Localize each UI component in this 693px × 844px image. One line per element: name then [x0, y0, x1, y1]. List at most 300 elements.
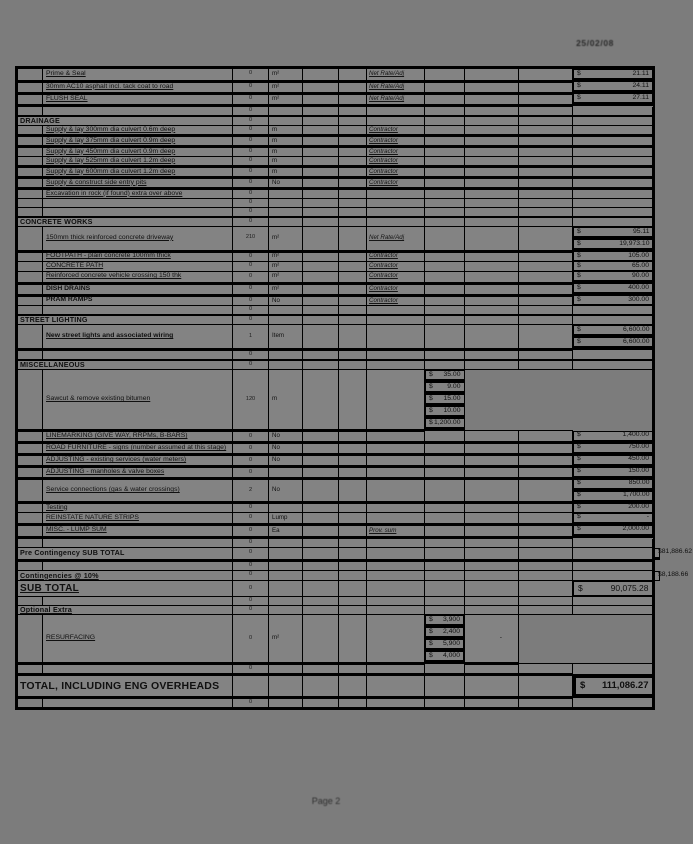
- rate-cell: [573, 157, 654, 167]
- spare-cell: [339, 68, 367, 82]
- rate-cell: $ 4,000: [425, 651, 464, 663]
- table-row: [17, 581, 654, 597]
- rate-cell: $ 750.00: [573, 443, 653, 455]
- rate-cell: [573, 547, 654, 560]
- basis-cell: Contractor: [367, 178, 425, 189]
- quote-cell: [519, 295, 573, 306]
- quote-cell: [465, 360, 519, 370]
- basis-cell: Contractor: [367, 261, 425, 271]
- quote-cell: [519, 306, 573, 316]
- quote-cell: [425, 136, 465, 147]
- spare-cell: [339, 664, 367, 675]
- indent-cell: [17, 503, 43, 513]
- indent-cell: [17, 467, 43, 479]
- quote-cell: [519, 503, 573, 513]
- basis-cell: [367, 370, 425, 431]
- table-row: [17, 261, 654, 271]
- qty-cell: 0: [233, 147, 269, 157]
- item-description: Supply & lay 375mm dia culvert 0.9m deep: [43, 136, 233, 147]
- table-row: [17, 167, 654, 178]
- qty-cell: 0: [233, 178, 269, 189]
- unit-cell: [269, 315, 303, 325]
- basis-cell: Contractor: [367, 283, 425, 295]
- qty-cell: 0: [233, 271, 269, 283]
- quote-cell: [519, 698, 573, 709]
- quote-cell: [519, 664, 573, 675]
- basis-cell: [367, 664, 425, 675]
- table-row: [17, 503, 654, 513]
- rate-cell: [573, 698, 654, 709]
- item-description: New street lights and associated wiring: [43, 325, 233, 350]
- basis-cell: Prov. sum: [367, 525, 425, 538]
- rate-cell: $ 850.00: [573, 479, 654, 491]
- quote-cell: [425, 68, 465, 82]
- rate-cell: $ 150.00: [573, 467, 653, 479]
- quote-cell: [519, 513, 573, 525]
- qty-cell: 1: [233, 325, 269, 350]
- indent-cell: [17, 227, 43, 252]
- amount-cell: $ 19,973.10: [573, 239, 654, 251]
- unit-cell: [269, 189, 303, 199]
- spare-cell: [339, 615, 367, 664]
- rate-cell: $ 24.11: [573, 81, 653, 93]
- spare-cell: [303, 698, 339, 709]
- spare-cell: [303, 503, 339, 513]
- quote-cell: [465, 283, 519, 295]
- table-row: [17, 525, 654, 538]
- rate-cell: $ 105.00: [573, 251, 653, 261]
- rate-cell: [573, 315, 654, 325]
- quote-cell: [519, 271, 573, 283]
- spare-cell: [339, 147, 367, 157]
- basis-cell: [367, 547, 425, 560]
- qty-cell: 0: [233, 350, 269, 361]
- spare-cell: [303, 147, 339, 157]
- spare-cell: [303, 467, 339, 479]
- qty-cell: [233, 675, 269, 698]
- rate-cell: [573, 306, 654, 316]
- basis-cell: [367, 431, 425, 443]
- unit-cell: [269, 597, 303, 606]
- spare-cell: [339, 525, 367, 538]
- quote-cell: [465, 503, 519, 513]
- table-row: [17, 283, 654, 295]
- row-label: TOTAL, INCLUDING ENG OVERHEADS: [17, 675, 233, 698]
- table-row: [17, 295, 654, 306]
- quote-cell: [519, 597, 573, 606]
- basis-cell: [367, 325, 425, 350]
- basis-cell: Net Rate/Adj: [367, 227, 425, 252]
- qty-cell: 0: [233, 615, 269, 664]
- quote-cell: [465, 136, 519, 147]
- qty-cell: 0: [233, 93, 269, 106]
- rate-cell: [573, 199, 654, 208]
- spare-cell: [303, 570, 339, 581]
- quote-cell: [425, 525, 465, 538]
- date-stamp: 25/02/08: [576, 38, 614, 48]
- spare-cell: [303, 606, 339, 615]
- quote-cell: [425, 325, 465, 350]
- basis-cell: [367, 581, 425, 597]
- unit-cell: Lump: [269, 513, 303, 525]
- item-description: Supply & lay 600mm dia culvert 1.2m deep: [43, 167, 233, 178]
- quote-cell: [425, 664, 465, 675]
- item-description: FLUSH SEAL: [43, 93, 233, 106]
- row-label: Pre Contingency SUB TOTAL: [17, 547, 233, 560]
- spare-cell: [339, 560, 367, 570]
- quote-cell: [519, 208, 573, 218]
- table-row: [17, 513, 654, 525]
- basis-cell: [367, 479, 425, 503]
- table-row: [17, 615, 654, 664]
- quote-cell: [465, 227, 519, 252]
- table-row: [17, 157, 654, 167]
- indent-cell: [17, 431, 43, 443]
- row-label: Optional Extra: [17, 606, 233, 615]
- amount-cell: $ 81,886.62: [654, 548, 660, 560]
- section-row: [17, 116, 654, 126]
- basis-cell: [367, 217, 425, 227]
- spare-cell: [339, 93, 367, 106]
- quote-cell: [465, 606, 519, 615]
- indent-cell: [17, 698, 43, 709]
- item-description: Prime & Seal: [43, 68, 233, 82]
- rate-cell: [573, 560, 654, 570]
- spare-cell: [339, 167, 367, 178]
- quote-cell: [519, 315, 573, 325]
- rate-cell: $ -: [573, 513, 653, 525]
- unit-cell: [269, 664, 303, 675]
- rate-cell: $ 2,000.00: [573, 525, 653, 537]
- indent-cell: [17, 81, 43, 93]
- quote-cell: [425, 306, 465, 316]
- spare-cell: [339, 513, 367, 525]
- spare-cell: [339, 306, 367, 316]
- quote-cell: [465, 271, 519, 283]
- spare-cell: [303, 208, 339, 218]
- item-description: Service connections (gas & water crossings): [43, 479, 233, 503]
- spare-cell: [303, 370, 339, 431]
- basis-cell: Net Rate/Adj: [367, 81, 425, 93]
- basis-cell: Contractor: [367, 136, 425, 147]
- spare-cell: [303, 93, 339, 106]
- indent-cell: [17, 370, 43, 431]
- qty-cell: 0: [233, 283, 269, 295]
- indent-cell: [17, 167, 43, 178]
- item-description: REINSTATE NATURE STRIPS: [43, 513, 233, 525]
- rate-cell: $ 10.00: [425, 406, 465, 418]
- quote-cell: [465, 157, 519, 167]
- quote-cell: [465, 467, 519, 479]
- spare-cell: [339, 271, 367, 283]
- spare-cell: [303, 455, 339, 467]
- quote-cell: [425, 513, 465, 525]
- item-description: LINEMARKING (GIVE WAY, RRPMs, B-BARS): [43, 431, 233, 443]
- qty-cell: 0: [233, 126, 269, 136]
- spare-cell: [339, 315, 367, 325]
- quote-cell: [425, 126, 465, 136]
- unit-cell: m²: [269, 251, 303, 261]
- quote-cell: [519, 675, 573, 698]
- quote-cell: [465, 126, 519, 136]
- unit-cell: [269, 547, 303, 560]
- unit-cell: No: [269, 295, 303, 306]
- spare-cell: [303, 283, 339, 295]
- blank-row: [17, 537, 654, 547]
- indent-cell: [17, 443, 43, 455]
- quote-cell: [465, 455, 519, 467]
- quote-cell: [519, 217, 573, 227]
- qty-cell: 0: [233, 570, 269, 581]
- quote-cell: [425, 93, 465, 106]
- spare-cell: [339, 467, 367, 479]
- quote-cell: [425, 106, 465, 117]
- indent-cell: [17, 455, 43, 467]
- quote-cell: [519, 251, 573, 261]
- indent-cell: [17, 147, 43, 157]
- spare-cell: [303, 157, 339, 167]
- item-description: 150mm thick reinforced concrete driveway: [43, 227, 233, 252]
- amount-cell: $ 8,188.66: [654, 571, 660, 581]
- quote-cell: [519, 106, 573, 117]
- qty-cell: 0: [233, 189, 269, 199]
- blank-row: [17, 664, 654, 675]
- indent-cell: [17, 283, 43, 295]
- quote-cell: [425, 261, 465, 271]
- quote-cell: [425, 560, 465, 570]
- basis-cell: Net Rate/Adj: [367, 68, 425, 82]
- rate-cell: [573, 606, 654, 615]
- quote-cell: [425, 675, 465, 698]
- quote-cell: [465, 116, 519, 126]
- unit-cell: m²: [269, 68, 303, 82]
- unit-cell: m: [269, 136, 303, 147]
- unit-cell: m: [269, 157, 303, 167]
- basis-cell: Contractor: [367, 271, 425, 283]
- unit-cell: [269, 503, 303, 513]
- basis-cell: [367, 455, 425, 467]
- basis-cell: Contractor: [367, 147, 425, 157]
- quote-cell: [465, 581, 519, 597]
- rate-cell: [573, 126, 654, 136]
- quote-cell: [465, 675, 519, 698]
- spare-cell: [339, 217, 367, 227]
- spare-cell: [339, 295, 367, 306]
- qty-cell: 0: [233, 81, 269, 93]
- basis-cell: [367, 350, 425, 361]
- rate-cell: $ 1,400.00: [573, 431, 653, 443]
- basis-cell: [367, 467, 425, 479]
- quote-cell: [519, 93, 573, 106]
- quote-cell: [425, 455, 465, 467]
- table-row: [17, 467, 654, 479]
- spare-cell: [339, 597, 367, 606]
- spare-cell: [339, 126, 367, 136]
- quote-cell: [519, 227, 573, 252]
- quote-cell: [519, 570, 573, 581]
- qty-cell: 120: [233, 370, 269, 431]
- blank-row: [17, 560, 654, 570]
- indent-cell: [17, 597, 43, 606]
- blank-row: [17, 208, 654, 218]
- qty-cell: 0: [233, 467, 269, 479]
- quote-cell: [519, 261, 573, 271]
- quote-cell: [425, 570, 465, 581]
- blank-row: [17, 597, 654, 606]
- unit-cell: m²: [269, 261, 303, 271]
- rate-cell: [573, 208, 654, 218]
- quote-cell: [465, 199, 519, 208]
- quote-cell: [465, 147, 519, 157]
- spare-cell: [339, 325, 367, 350]
- rate-cell: [573, 350, 654, 361]
- quote-cell: [519, 325, 573, 350]
- indent-cell: [17, 537, 43, 547]
- quote-cell: [519, 431, 573, 443]
- quote-cell: [519, 537, 573, 547]
- unit-cell: m: [269, 370, 303, 431]
- quote-cell: [425, 217, 465, 227]
- table-row: [17, 178, 654, 189]
- quote-cell: [425, 157, 465, 167]
- quote-cell: [425, 597, 465, 606]
- basis-cell: [367, 675, 425, 698]
- unit-cell: [269, 698, 303, 709]
- blank-row: [17, 350, 654, 361]
- qty-cell: 0: [233, 208, 269, 218]
- quote-cell: [425, 251, 465, 261]
- spare-cell: [339, 547, 367, 560]
- quote-cell: [465, 106, 519, 117]
- unit-cell: m²: [269, 93, 303, 106]
- quote-cell: [519, 455, 573, 467]
- blank-row: [17, 199, 654, 208]
- rate-cell: [573, 106, 654, 117]
- total-amount: $ 111,086.27: [573, 675, 654, 697]
- qty-cell: 0: [233, 217, 269, 227]
- quote-cell: [465, 251, 519, 261]
- item-description: MISC. - LUMP SUM: [43, 525, 233, 538]
- basis-cell: [367, 698, 425, 709]
- basis-cell: [367, 106, 425, 117]
- table-row: [17, 570, 654, 581]
- rate-cell: [573, 360, 654, 370]
- table-row: [17, 189, 654, 199]
- table-row: [17, 479, 654, 503]
- unit-cell: [269, 360, 303, 370]
- indent-cell: [17, 208, 43, 218]
- unit-cell: [269, 675, 303, 698]
- item-description: ADJUSTING - manholes & valve boxes: [43, 467, 233, 479]
- table-row: [17, 675, 654, 698]
- quote-cell: [519, 525, 573, 538]
- spare-cell: [303, 547, 339, 560]
- basis-cell: [367, 306, 425, 316]
- qty-cell: 0: [233, 116, 269, 126]
- spare-cell: [303, 189, 339, 199]
- spare-cell: [339, 698, 367, 709]
- spare-cell: [339, 283, 367, 295]
- quote-cell: [465, 189, 519, 199]
- quote-cell: [465, 443, 519, 455]
- basis-cell: [367, 443, 425, 455]
- quote-cell: [425, 189, 465, 199]
- rate-cell: $ 450.00: [573, 455, 653, 467]
- spare-cell: [303, 513, 339, 525]
- quote-cell: [519, 581, 573, 597]
- quote-cell: [465, 547, 519, 560]
- quote-cell: [519, 467, 573, 479]
- spare-cell: [339, 178, 367, 189]
- table-row: [17, 606, 654, 615]
- indent-cell: [17, 157, 43, 167]
- quote-cell: [425, 581, 465, 597]
- unit-cell: m: [269, 167, 303, 178]
- rate-cell: [573, 178, 654, 189]
- item-description: [43, 597, 233, 606]
- qty-cell: 0: [233, 68, 269, 82]
- unit-cell: [269, 570, 303, 581]
- item-description: Supply & construct side entry pits: [43, 178, 233, 189]
- indent-cell: [17, 271, 43, 283]
- quote-cell: [465, 479, 519, 503]
- spare-cell: [339, 350, 367, 361]
- quote-cell: [425, 178, 465, 189]
- unit-cell: m²: [269, 615, 303, 664]
- spare-cell: [339, 455, 367, 467]
- quote-cell: [425, 606, 465, 615]
- rate-cell: $ 21.11: [573, 69, 653, 81]
- basis-cell: [367, 537, 425, 547]
- item-description: [43, 537, 233, 547]
- indent-cell: [17, 664, 43, 675]
- unit-cell: [269, 537, 303, 547]
- spare-cell: [303, 664, 339, 675]
- rate-cell: [573, 537, 654, 547]
- basis-cell: [367, 360, 425, 370]
- qty-cell: 0: [233, 167, 269, 178]
- indent-cell: [17, 306, 43, 316]
- quote-cell: [519, 199, 573, 208]
- spare-cell: [303, 271, 339, 283]
- qty-cell: 0: [233, 664, 269, 675]
- spare-cell: [303, 350, 339, 361]
- qty-cell: 0: [233, 597, 269, 606]
- unit-cell: [269, 199, 303, 208]
- qty-cell: 0: [233, 698, 269, 709]
- quote-cell: [425, 547, 465, 560]
- quote-cell: [425, 199, 465, 208]
- spare-cell: [303, 136, 339, 147]
- quote-cell: [465, 560, 519, 570]
- quote-cell: [465, 513, 519, 525]
- blank-row: [17, 698, 654, 709]
- amount-cell: $ 6,600.00: [573, 337, 654, 349]
- item-description: PRAM RAMPS: [43, 295, 233, 306]
- qty-cell: 0: [233, 251, 269, 261]
- unit-cell: No: [269, 443, 303, 455]
- qty-cell: 0: [233, 525, 269, 538]
- indent-cell: [17, 325, 43, 350]
- spare-cell: [303, 251, 339, 261]
- quote-cell: [465, 570, 519, 581]
- quote-cell: [425, 147, 465, 157]
- rate-cell: $ 65.00: [573, 261, 653, 271]
- table-row: [17, 251, 654, 261]
- table-row: [17, 147, 654, 157]
- spare-cell: [303, 217, 339, 227]
- blank-row: [17, 106, 654, 117]
